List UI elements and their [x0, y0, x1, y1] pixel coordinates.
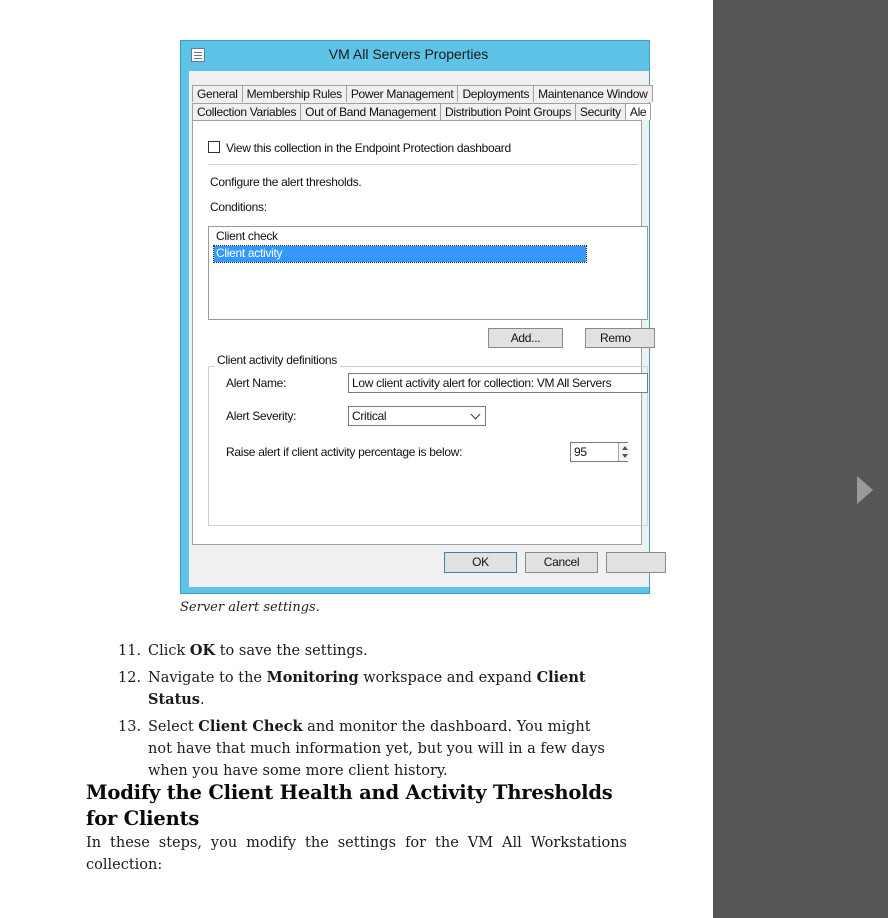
- alert-name-input[interactable]: Low client activity alert for collection: VM All Servers: [348, 373, 648, 393]
- add-button[interactable]: Add...: [488, 328, 563, 348]
- steps-list: [118, 640, 618, 787]
- separator: [208, 164, 638, 165]
- figure-caption: Server alert settings.: [180, 600, 320, 615]
- step-bold-text: Monitoring: [266, 669, 359, 686]
- configure-thresholds-text: Configure the alert thresholds.: [210, 175, 362, 189]
- step-text: workspace and expand: [358, 670, 537, 686]
- step-text: .: [199, 692, 205, 708]
- conditions-listbox[interactable]: [208, 226, 648, 320]
- step-text: and monitor the dashboard. You might not have that much information yet, but you will in a few days when you have some more client history.: [148, 719, 605, 779]
- section-heading: Modify the Client Health and Activity Thresholds for Clients: [86, 781, 613, 830]
- tab-out-of-band-management[interactable]: Out of Band Management: [300, 103, 441, 120]
- step-text: Navigate to the: [148, 670, 267, 686]
- raise-alert-label: Raise alert if client activity percentage is below:: [226, 445, 463, 459]
- step-number: 13.: [118, 719, 142, 735]
- tab-power-management[interactable]: Power Management: [346, 85, 459, 102]
- tab-row-1: [192, 85, 652, 102]
- step-number: 11.: [118, 643, 142, 659]
- screenshot-figure: [180, 40, 648, 594]
- step-number: 12.: [118, 670, 142, 686]
- step-text: to save the settings.: [215, 643, 368, 659]
- conditions-label: Conditions:: [210, 200, 267, 214]
- tab-alerts[interactable]: Ale: [625, 103, 651, 120]
- next-page-arrow-icon[interactable]: [857, 476, 873, 504]
- endpoint-protection-checkbox[interactable]: [208, 141, 220, 153]
- alert-severity-select[interactable]: Critical: [348, 406, 486, 426]
- tab-general[interactable]: General: [192, 85, 243, 102]
- remove-button[interactable]: Remo: [585, 328, 655, 348]
- step-bold-text: Client Check: [198, 718, 303, 735]
- step-text: Select: [148, 719, 199, 735]
- alert-name-label: Alert Name:: [226, 376, 287, 390]
- dialog-title: VM All Servers Properties: [328, 46, 489, 62]
- list-item: [118, 716, 618, 782]
- cancel-button[interactable]: Cancel: [525, 552, 598, 573]
- alert-severity-label: Alert Severity:: [226, 409, 297, 423]
- tab-collection-variables[interactable]: Collection Variables: [192, 103, 301, 120]
- step-text: Click: [148, 643, 190, 659]
- spinner-arrows-icon[interactable]: [618, 443, 631, 461]
- group-title: Client activity definitions: [214, 353, 340, 367]
- intro-paragraph: In these steps, you modify the settings for the VM All Workstations collection:: [86, 835, 627, 873]
- viewer-side-panel: [713, 0, 888, 918]
- tab-row-2: [192, 103, 650, 120]
- tab-distribution-point-groups[interactable]: Distribution Point Groups: [440, 103, 576, 120]
- list-item-selected[interactable]: Client activity: [214, 246, 586, 262]
- step-bold-text: OK: [189, 642, 216, 659]
- list-item: [118, 640, 618, 662]
- apply-button[interactable]: [606, 552, 666, 573]
- tab-security[interactable]: Security: [575, 103, 626, 120]
- ok-button[interactable]: OK: [444, 552, 517, 573]
- list-item[interactable]: Client check: [216, 229, 278, 243]
- activity-percentage-input[interactable]: 95: [570, 442, 628, 462]
- step-bold-text: Client Status: [148, 669, 586, 708]
- endpoint-protection-label[interactable]: View this collection in the Endpoint Protection dashboard: [226, 141, 511, 155]
- tab-maintenance-windows[interactable]: Maintenance Window: [533, 85, 652, 102]
- list-item: [118, 667, 618, 711]
- tab-deployments[interactable]: Deployments: [457, 85, 534, 102]
- tab-membership-rules[interactable]: Membership Rules: [242, 85, 347, 102]
